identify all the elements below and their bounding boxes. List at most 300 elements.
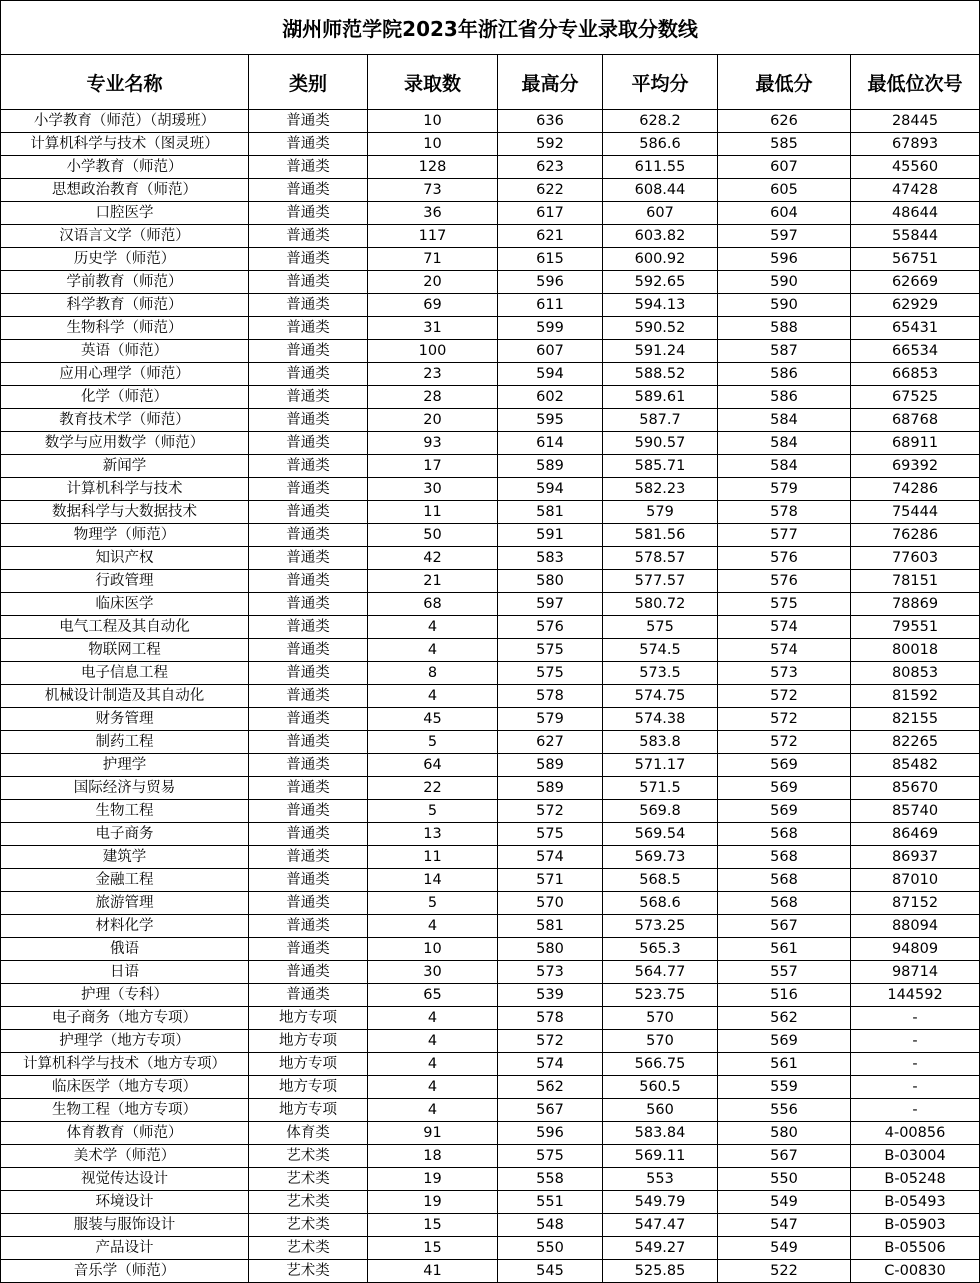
category-cell: 普通类 — [249, 938, 368, 961]
category-cell: 普通类 — [249, 961, 368, 984]
highest-score-cell: 578 — [498, 1007, 603, 1030]
highest-score-cell: 580 — [498, 570, 603, 593]
category-cell: 普通类 — [249, 593, 368, 616]
admitted-count-cell: 117 — [368, 225, 498, 248]
average-score-cell: 574.75 — [603, 685, 718, 708]
table-row — [1, 1168, 980, 1191]
category-cell: 普通类 — [249, 133, 368, 156]
major-cell: 美术学（师范） — [1, 1145, 249, 1168]
highest-score-cell: 614 — [498, 432, 603, 455]
lowest-score-cell: 590 — [718, 271, 851, 294]
table-row — [1, 892, 980, 915]
average-score-cell: 586.6 — [603, 133, 718, 156]
admitted-count-cell: 4 — [368, 685, 498, 708]
highest-score-cell: 594 — [498, 363, 603, 386]
average-score-cell: 582.23 — [603, 478, 718, 501]
category-cell: 普通类 — [249, 869, 368, 892]
average-score-cell: 574.5 — [603, 639, 718, 662]
admitted-count-cell: 22 — [368, 777, 498, 800]
major-cell: 电气工程及其自动化 — [1, 616, 249, 639]
header-admitted-count: 录取数 — [368, 55, 498, 110]
category-cell: 普通类 — [249, 662, 368, 685]
lowest-score-cell: 586 — [718, 386, 851, 409]
major-cell: 应用心理学（师范） — [1, 363, 249, 386]
category-cell: 地方专项 — [249, 1007, 368, 1030]
category-cell: 普通类 — [249, 685, 368, 708]
table-row — [1, 133, 980, 156]
category-cell: 普通类 — [249, 156, 368, 179]
average-score-cell: 570 — [603, 1030, 718, 1053]
table-row — [1, 248, 980, 271]
admitted-count-cell: 20 — [368, 271, 498, 294]
category-cell: 普通类 — [249, 340, 368, 363]
table-body — [1, 110, 980, 1283]
table-row — [1, 478, 980, 501]
admitted-count-cell: 4 — [368, 1053, 498, 1076]
average-score-cell: 592.65 — [603, 271, 718, 294]
highest-score-cell: 575 — [498, 1145, 603, 1168]
category-cell: 普通类 — [249, 777, 368, 800]
lowest-rank-cell: 55844 — [851, 225, 980, 248]
lowest-rank-cell: 79551 — [851, 616, 980, 639]
table-row — [1, 1030, 980, 1053]
table-row — [1, 340, 980, 363]
highest-score-cell: 550 — [498, 1237, 603, 1260]
admitted-count-cell: 11 — [368, 501, 498, 524]
lowest-rank-cell: B-05903 — [851, 1214, 980, 1237]
admitted-count-cell: 5 — [368, 800, 498, 823]
admitted-count-cell: 71 — [368, 248, 498, 271]
category-cell: 普通类 — [249, 202, 368, 225]
lowest-score-cell: 568 — [718, 846, 851, 869]
major-cell: 音乐学（师范） — [1, 1260, 249, 1283]
lowest-score-cell: 550 — [718, 1168, 851, 1191]
category-cell: 普通类 — [249, 294, 368, 317]
major-cell: 俄语 — [1, 938, 249, 961]
admitted-count-cell: 17 — [368, 455, 498, 478]
lowest-score-cell: 574 — [718, 639, 851, 662]
admitted-count-cell: 65 — [368, 984, 498, 1007]
average-score-cell: 569.11 — [603, 1145, 718, 1168]
lowest-score-cell: 596 — [718, 248, 851, 271]
admitted-count-cell: 30 — [368, 961, 498, 984]
average-score-cell: 568.5 — [603, 869, 718, 892]
highest-score-cell: 571 — [498, 869, 603, 892]
admitted-count-cell: 21 — [368, 570, 498, 593]
lowest-score-cell: 568 — [718, 892, 851, 915]
highest-score-cell: 621 — [498, 225, 603, 248]
highest-score-cell: 573 — [498, 961, 603, 984]
category-cell: 艺术类 — [249, 1214, 368, 1237]
average-score-cell: 581.56 — [603, 524, 718, 547]
table-row — [1, 386, 980, 409]
lowest-score-cell: 569 — [718, 800, 851, 823]
admitted-count-cell: 128 — [368, 156, 498, 179]
table-row — [1, 294, 980, 317]
average-score-cell: 578.57 — [603, 547, 718, 570]
highest-score-cell: 581 — [498, 915, 603, 938]
lowest-rank-cell: 85740 — [851, 800, 980, 823]
average-score-cell: 549.79 — [603, 1191, 718, 1214]
average-score-cell: 585.71 — [603, 455, 718, 478]
table-row — [1, 800, 980, 823]
category-cell: 普通类 — [249, 225, 368, 248]
table-row — [1, 1007, 980, 1030]
lowest-score-cell: 574 — [718, 616, 851, 639]
highest-score-cell: 592 — [498, 133, 603, 156]
major-cell: 临床医学 — [1, 593, 249, 616]
table-row — [1, 823, 980, 846]
admitted-count-cell: 13 — [368, 823, 498, 846]
header-category: 类别 — [249, 55, 368, 110]
lowest-rank-cell: 98714 — [851, 961, 980, 984]
lowest-score-cell: 556 — [718, 1099, 851, 1122]
major-cell: 环境设计 — [1, 1191, 249, 1214]
highest-score-cell: 567 — [498, 1099, 603, 1122]
average-score-cell: 566.75 — [603, 1053, 718, 1076]
category-cell: 普通类 — [249, 639, 368, 662]
average-score-cell: 579 — [603, 501, 718, 524]
major-cell: 新闻学 — [1, 455, 249, 478]
average-score-cell: 553 — [603, 1168, 718, 1191]
table-row — [1, 1053, 980, 1076]
category-cell: 普通类 — [249, 363, 368, 386]
table-row — [1, 524, 980, 547]
category-cell: 艺术类 — [249, 1191, 368, 1214]
major-cell: 视觉传达设计 — [1, 1168, 249, 1191]
lowest-rank-cell: 80018 — [851, 639, 980, 662]
highest-score-cell: 581 — [498, 501, 603, 524]
major-cell: 财务管理 — [1, 708, 249, 731]
admitted-count-cell: 69 — [368, 294, 498, 317]
admitted-count-cell: 4 — [368, 616, 498, 639]
table-row — [1, 731, 980, 754]
major-cell: 生物科学（师范） — [1, 317, 249, 340]
highest-score-cell: 622 — [498, 179, 603, 202]
highest-score-cell: 589 — [498, 455, 603, 478]
table-row — [1, 1122, 980, 1145]
lowest-score-cell: 572 — [718, 685, 851, 708]
highest-score-cell: 583 — [498, 547, 603, 570]
lowest-score-cell: 585 — [718, 133, 851, 156]
lowest-score-cell: 572 — [718, 731, 851, 754]
highest-score-cell: 548 — [498, 1214, 603, 1237]
average-score-cell: 587.7 — [603, 409, 718, 432]
average-score-cell: 591.24 — [603, 340, 718, 363]
lowest-rank-cell: 144592 — [851, 984, 980, 1007]
lowest-score-cell: 569 — [718, 1030, 851, 1053]
average-score-cell: 560.5 — [603, 1076, 718, 1099]
category-cell: 普通类 — [249, 708, 368, 731]
lowest-score-cell: 549 — [718, 1191, 851, 1214]
lowest-score-cell: 590 — [718, 294, 851, 317]
major-cell: 数学与应用数学（师范） — [1, 432, 249, 455]
lowest-rank-cell: 4-00856 — [851, 1122, 980, 1145]
average-score-cell: 575 — [603, 616, 718, 639]
category-cell: 普通类 — [249, 317, 368, 340]
major-cell: 汉语言文学（师范） — [1, 225, 249, 248]
average-score-cell: 547.47 — [603, 1214, 718, 1237]
admitted-count-cell: 19 — [368, 1168, 498, 1191]
table-row — [1, 708, 980, 731]
lowest-rank-cell: 74286 — [851, 478, 980, 501]
lowest-rank-cell: 65431 — [851, 317, 980, 340]
lowest-rank-cell: 66853 — [851, 363, 980, 386]
table-row — [1, 662, 980, 685]
header-average-score: 平均分 — [603, 55, 718, 110]
average-score-cell: 608.44 — [603, 179, 718, 202]
admitted-count-cell: 4 — [368, 915, 498, 938]
lowest-rank-cell: 87152 — [851, 892, 980, 915]
average-score-cell: 603.82 — [603, 225, 718, 248]
lowest-rank-cell: 28445 — [851, 110, 980, 133]
average-score-cell: 573.25 — [603, 915, 718, 938]
table-row — [1, 1076, 980, 1099]
admitted-count-cell: 14 — [368, 869, 498, 892]
category-cell: 普通类 — [249, 800, 368, 823]
lowest-score-cell: 575 — [718, 593, 851, 616]
highest-score-cell: 572 — [498, 1030, 603, 1053]
lowest-rank-cell: B-05248 — [851, 1168, 980, 1191]
admitted-count-cell: 23 — [368, 363, 498, 386]
highest-score-cell: 636 — [498, 110, 603, 133]
average-score-cell: 568.6 — [603, 892, 718, 915]
table-row — [1, 1099, 980, 1122]
title-row — [1, 1, 980, 55]
lowest-score-cell: 588 — [718, 317, 851, 340]
table-row — [1, 547, 980, 570]
lowest-score-cell: 522 — [718, 1260, 851, 1283]
lowest-score-cell: 547 — [718, 1214, 851, 1237]
lowest-score-cell: 584 — [718, 409, 851, 432]
major-cell: 电子商务 — [1, 823, 249, 846]
lowest-rank-cell: 75444 — [851, 501, 980, 524]
major-cell: 物理学（师范） — [1, 524, 249, 547]
category-cell: 普通类 — [249, 570, 368, 593]
highest-score-cell: 579 — [498, 708, 603, 731]
lowest-rank-cell: 45560 — [851, 156, 980, 179]
category-cell: 普通类 — [249, 915, 368, 938]
highest-score-cell: 597 — [498, 593, 603, 616]
admitted-count-cell: 5 — [368, 892, 498, 915]
lowest-score-cell: 586 — [718, 363, 851, 386]
admitted-count-cell: 28 — [368, 386, 498, 409]
table-row — [1, 455, 980, 478]
admitted-count-cell: 4 — [368, 1007, 498, 1030]
table-row — [1, 961, 980, 984]
admitted-count-cell: 42 — [368, 547, 498, 570]
category-cell: 普通类 — [249, 455, 368, 478]
lowest-rank-cell: 82265 — [851, 731, 980, 754]
major-cell: 教育技术学（师范） — [1, 409, 249, 432]
highest-score-cell: 551 — [498, 1191, 603, 1214]
admitted-count-cell: 41 — [368, 1260, 498, 1283]
major-cell: 计算机科学与技术（地方专项） — [1, 1053, 249, 1076]
highest-score-cell: 558 — [498, 1168, 603, 1191]
average-score-cell: 590.52 — [603, 317, 718, 340]
lowest-score-cell: 604 — [718, 202, 851, 225]
lowest-score-cell: 561 — [718, 938, 851, 961]
major-cell: 科学教育（师范） — [1, 294, 249, 317]
major-cell: 旅游管理 — [1, 892, 249, 915]
admitted-count-cell: 4 — [368, 639, 498, 662]
major-cell: 数据科学与大数据技术 — [1, 501, 249, 524]
lowest-rank-cell: C-00830 — [851, 1260, 980, 1283]
table-row — [1, 271, 980, 294]
lowest-rank-cell: 77603 — [851, 547, 980, 570]
major-cell: 日语 — [1, 961, 249, 984]
admitted-count-cell: 15 — [368, 1237, 498, 1260]
table-row — [1, 110, 980, 133]
average-score-cell: 549.27 — [603, 1237, 718, 1260]
table-row — [1, 915, 980, 938]
highest-score-cell: 623 — [498, 156, 603, 179]
lowest-score-cell: 626 — [718, 110, 851, 133]
category-cell: 普通类 — [249, 616, 368, 639]
table-row — [1, 754, 980, 777]
lowest-score-cell: 605 — [718, 179, 851, 202]
average-score-cell: 594.13 — [603, 294, 718, 317]
lowest-rank-cell: 47428 — [851, 179, 980, 202]
highest-score-cell: 576 — [498, 616, 603, 639]
highest-score-cell: 602 — [498, 386, 603, 409]
highest-score-cell: 627 — [498, 731, 603, 754]
category-cell: 普通类 — [249, 731, 368, 754]
category-cell: 艺术类 — [249, 1168, 368, 1191]
highest-score-cell: 596 — [498, 271, 603, 294]
major-cell: 小学教育（师范）（胡瑗班） — [1, 110, 249, 133]
lowest-rank-cell: 78151 — [851, 570, 980, 593]
lowest-rank-cell: 66534 — [851, 340, 980, 363]
average-score-cell: 573.5 — [603, 662, 718, 685]
admitted-count-cell: 100 — [368, 340, 498, 363]
category-cell: 普通类 — [249, 823, 368, 846]
lowest-rank-cell: 62929 — [851, 294, 980, 317]
category-cell: 艺术类 — [249, 1145, 368, 1168]
lowest-rank-cell: 94809 — [851, 938, 980, 961]
average-score-cell: 574.38 — [603, 708, 718, 731]
header-highest-score: 最高分 — [498, 55, 603, 110]
lowest-rank-cell: 81592 — [851, 685, 980, 708]
lowest-score-cell: 562 — [718, 1007, 851, 1030]
lowest-score-cell: 573 — [718, 662, 851, 685]
highest-score-cell: 607 — [498, 340, 603, 363]
table-row — [1, 1237, 980, 1260]
admitted-count-cell: 8 — [368, 662, 498, 685]
lowest-score-cell: 576 — [718, 570, 851, 593]
table-row — [1, 938, 980, 961]
table-row — [1, 409, 980, 432]
average-score-cell: 583.84 — [603, 1122, 718, 1145]
average-score-cell: 569.8 — [603, 800, 718, 823]
major-cell: 制药工程 — [1, 731, 249, 754]
lowest-rank-cell: B-05506 — [851, 1237, 980, 1260]
highest-score-cell: 570 — [498, 892, 603, 915]
lowest-score-cell: 584 — [718, 455, 851, 478]
category-cell: 地方专项 — [249, 1053, 368, 1076]
major-cell: 生物工程 — [1, 800, 249, 823]
average-score-cell: 628.2 — [603, 110, 718, 133]
category-cell: 普通类 — [249, 501, 368, 524]
highest-score-cell: 595 — [498, 409, 603, 432]
header-row — [1, 55, 980, 110]
major-cell: 生物工程（地方专项） — [1, 1099, 249, 1122]
table-row — [1, 570, 980, 593]
admitted-count-cell: 5 — [368, 731, 498, 754]
major-cell: 材料化学 — [1, 915, 249, 938]
major-cell: 化学（师范） — [1, 386, 249, 409]
lowest-rank-cell: 78869 — [851, 593, 980, 616]
lowest-score-cell: 578 — [718, 501, 851, 524]
average-score-cell: 590.57 — [603, 432, 718, 455]
category-cell: 普通类 — [249, 524, 368, 547]
table-row — [1, 1145, 980, 1168]
highest-score-cell: 574 — [498, 1053, 603, 1076]
lowest-rank-cell: 87010 — [851, 869, 980, 892]
highest-score-cell: 589 — [498, 777, 603, 800]
table-row — [1, 156, 980, 179]
major-cell: 护理（专科） — [1, 984, 249, 1007]
average-score-cell: 580.72 — [603, 593, 718, 616]
category-cell: 普通类 — [249, 271, 368, 294]
lowest-rank-cell: 69392 — [851, 455, 980, 478]
admitted-count-cell: 4 — [368, 1076, 498, 1099]
major-cell: 护理学 — [1, 754, 249, 777]
average-score-cell: 588.52 — [603, 363, 718, 386]
table-title: 湖州师范学院2023年浙江省分专业录取分数线 — [1, 1, 980, 55]
category-cell: 地方专项 — [249, 1076, 368, 1099]
major-cell: 机械设计制造及其自动化 — [1, 685, 249, 708]
lowest-rank-cell: 67893 — [851, 133, 980, 156]
major-cell: 产品设计 — [1, 1237, 249, 1260]
table-row — [1, 1191, 980, 1214]
highest-score-cell: 572 — [498, 800, 603, 823]
category-cell: 普通类 — [249, 179, 368, 202]
table-row — [1, 1260, 980, 1283]
table-row — [1, 179, 980, 202]
lowest-rank-cell: 82155 — [851, 708, 980, 731]
category-cell: 艺术类 — [249, 1237, 368, 1260]
category-cell: 普通类 — [249, 754, 368, 777]
lowest-rank-cell: 85670 — [851, 777, 980, 800]
highest-score-cell: 589 — [498, 754, 603, 777]
lowest-rank-cell: - — [851, 1099, 980, 1122]
admitted-count-cell: 31 — [368, 317, 498, 340]
highest-score-cell: 545 — [498, 1260, 603, 1283]
admitted-count-cell: 10 — [368, 133, 498, 156]
lowest-rank-cell: 76286 — [851, 524, 980, 547]
lowest-rank-cell: 86469 — [851, 823, 980, 846]
major-cell: 口腔医学 — [1, 202, 249, 225]
highest-score-cell: 615 — [498, 248, 603, 271]
major-cell: 思想政治教育（师范） — [1, 179, 249, 202]
major-cell: 计算机科学与技术 — [1, 478, 249, 501]
admitted-count-cell: 45 — [368, 708, 498, 731]
admitted-count-cell: 4 — [368, 1030, 498, 1053]
table-row — [1, 363, 980, 386]
lowest-score-cell: 576 — [718, 547, 851, 570]
admitted-count-cell: 30 — [368, 478, 498, 501]
admitted-count-cell: 10 — [368, 110, 498, 133]
lowest-score-cell: 549 — [718, 1237, 851, 1260]
major-cell: 计算机科学与技术（图灵班） — [1, 133, 249, 156]
admitted-count-cell: 15 — [368, 1214, 498, 1237]
table-row — [1, 777, 980, 800]
category-cell: 体育类 — [249, 1122, 368, 1145]
lowest-score-cell: 567 — [718, 1145, 851, 1168]
header-lowest-rank: 最低位次号 — [851, 55, 980, 110]
major-cell: 电子商务（地方专项） — [1, 1007, 249, 1030]
